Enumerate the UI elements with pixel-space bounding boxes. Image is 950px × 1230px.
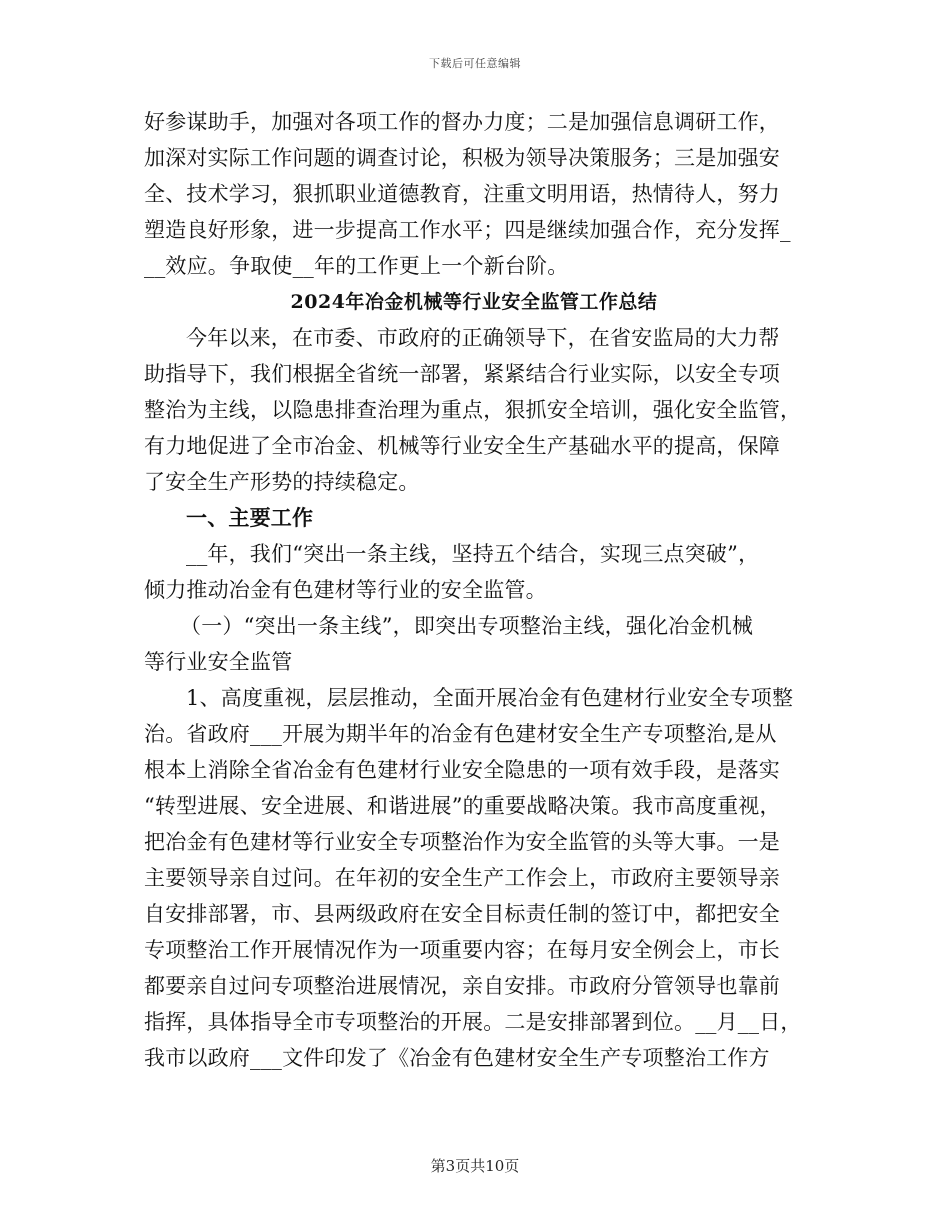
intro-line: 助指导下，我们根据全省统一部署，紧紧结合行业实际，以安全专项 [144, 362, 780, 386]
item-line: 都要亲自过问专项整治进展情况，亲自安排。市政府分管领导也靠前 [144, 974, 780, 998]
document-title: 2024年冶金机械等行业安全监管工作总结 [290, 291, 658, 313]
text-line: 塑造良好形象，进一步提高工作水平；四是继续加强合作，充分发挥_ [144, 218, 791, 242]
page-number: 第3页共10页 [430, 1157, 520, 1175]
text-line: 加深对实际工作问题的调查讨论，积极为领导决策服务；三是加强安 [144, 146, 780, 170]
text-line: 全、技术学习，狠抓职业道德教育，注重文明用语，热情待人，努力 [144, 182, 780, 206]
item-line: “转型进展、安全进展、和谐进展”的重要战略决策。我市高度重视， [144, 794, 781, 818]
item-line: 治。省政府___开展为期半年的冶金有色建材安全生产专项整治,是从 [144, 722, 777, 746]
document-body [144, 104, 804, 1076]
item-line: 指挥，具体指导全市专项整治的开展。二是安排部署到位。__月__日， [144, 1010, 802, 1034]
intro-line: 有力地促进了全市冶金、机械等行业安全生产基础水平的提高，保障 [144, 434, 780, 458]
item-line: 专项整治工作开展情况作为一项重要内容；在每月安全例会上，市长 [144, 938, 780, 962]
section-line: 倾力推动冶金有色建材等行业的安全监管。 [144, 578, 547, 602]
section-line: __年，我们“突出一条主线，坚持五个结合，实现三点突破”， [186, 542, 760, 566]
item-line: 1、高度重视，层层推动，全面开展冶金有色建材行业安全专项整 [186, 686, 794, 710]
item-line: 把冶金有色建材等行业安全专项整治作为安全监管的头等大事。一是 [144, 830, 780, 854]
item-line: 主要领导亲自过问。在年初的安全生产工作会上，市政府主要领导亲 [144, 866, 780, 890]
subsection-line: （一）“突出一条主线”，即突出专项整治主线，强化冶金机械 [180, 614, 754, 638]
intro-line: 今年以来，在市委、市政府的正确领导下，在省安监局的大力帮 [186, 326, 780, 350]
item-line: 我市以政府___文件印发了《冶金有色建材安全生产专项整治工作方 [144, 1046, 770, 1070]
page-header: 下载后可任意编辑 [429, 57, 521, 70]
intro-line: 整治为主线，以隐患排查治理为重点，狠抓安全培训，强化安全监管， [144, 398, 802, 422]
text-line: __效应。争取使__年的工作更上一个新台阶。 [144, 254, 569, 278]
text-line: 好参谋助手，加强对各项工作的督办力度；二是加强信息调研工作， [144, 110, 780, 134]
intro-line: 了安全生产形势的持续稳定。 [144, 470, 420, 494]
item-line: 自安排部署，市、县两级政府在安全目标责任制的签订中，都把安全 [144, 902, 780, 926]
section-heading: 一、主要工作 [186, 505, 314, 530]
item-line: 根本上消除全省冶金有色建材行业安全隐患的一项有效手段，是落实 [144, 758, 780, 782]
subsection-line: 等行业安全监管 [144, 650, 293, 674]
